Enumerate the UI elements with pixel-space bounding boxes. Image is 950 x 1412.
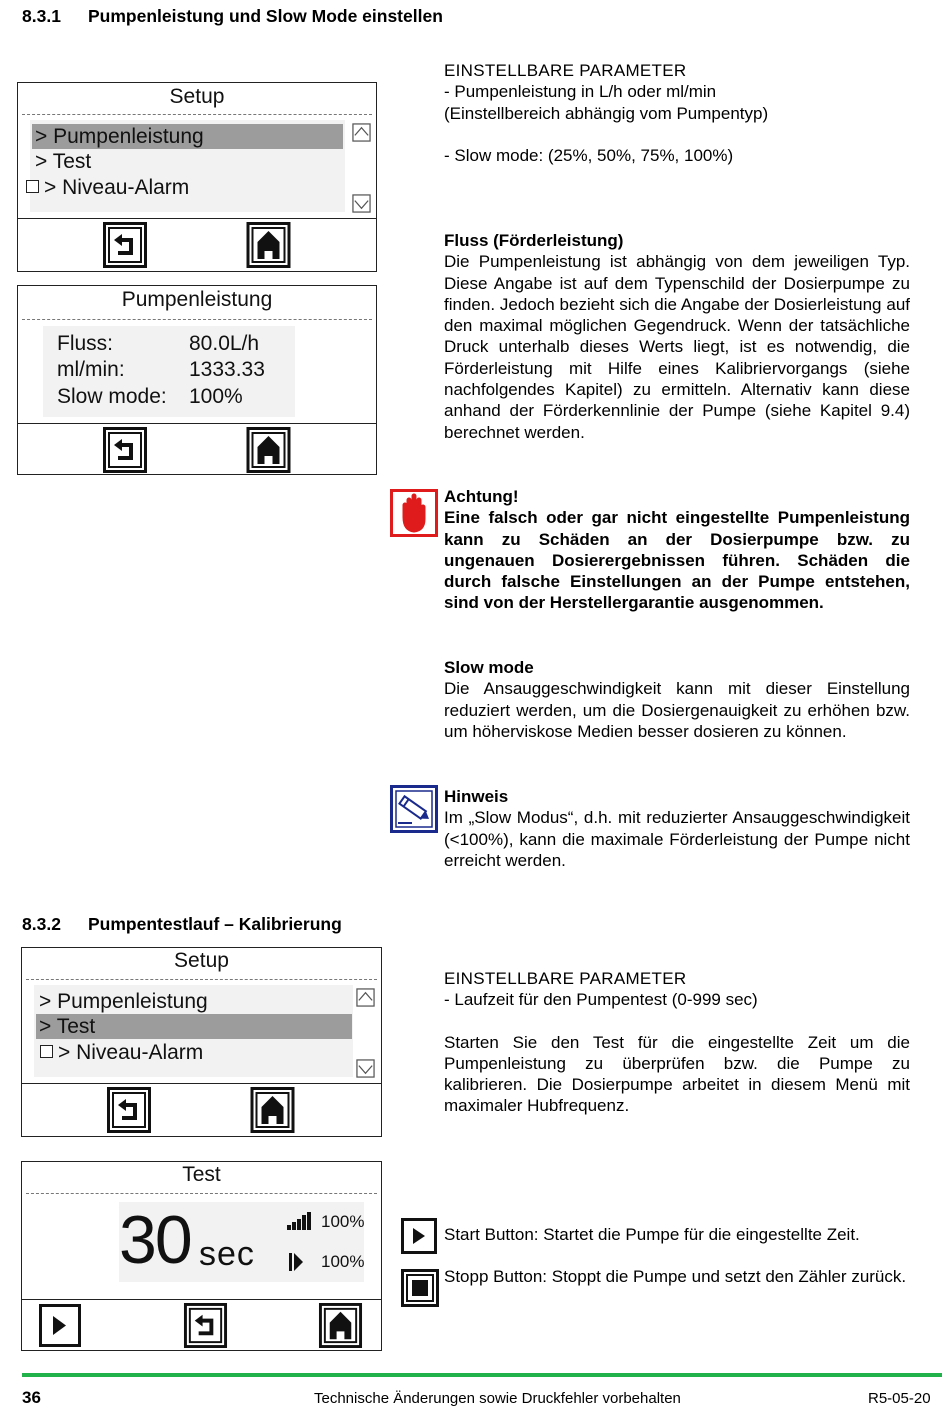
scroll-up-icon[interactable]: [352, 123, 371, 142]
back-icon[interactable]: [103, 427, 147, 473]
parameter-line: (Einstellbereich abhängig vom Pumpentyp): [444, 103, 769, 123]
warning-heading: Achtung!: [444, 487, 519, 506]
parameter-line: - Laufzeit für den Pumpentest (0-999 sec): [444, 990, 758, 1010]
start-button-text: Start Button: Startet die Pumpe für die eingestellte Zeit.: [444, 1225, 860, 1244]
divider: [22, 1299, 381, 1300]
parameter-line: - Pumpenleistung in L/h oder ml/min: [444, 82, 717, 102]
document-code: R5-05-20: [868, 1390, 931, 1407]
divider: [26, 979, 377, 980]
fluss-text: Die Pumpenleistung ist abhängig von dem jeweiligen Typ. Diese Angabe ist auf dem Typenschild der Dosierpumpe zu finden. Jedoch bezieht sich die Angabe der Dosierleistung auf den maximal möglichen Gegendruck. Wenn der tatsächliche Druck unterhalb dieses Werts liegt, ist es notwendig, die Förderleistung mit Hilfe eines Kalibriervorgangs (siehe nachfolgendes Kapitel) zu ermitteln. Alternativ kann diese anhand der Förderkennlinie der Pumpe (siehe Kapitel 9.4) berechnet werden.: [444, 252, 910, 442]
screen-title: Setup: [174, 949, 229, 972]
warning-text: Eine falsch oder gar nicht eingestellte Pumpenleistung kann zu Schäden an der Dosierpumpe bzw. zu ungenauen Dosierergebnissen führen. Schäden die durch falsche Einstellungen an der Pumpe entstehen, sind von der Herstellergarantie ausgenommen.: [444, 508, 910, 613]
home-icon[interactable]: [250, 1087, 295, 1133]
checkbox-icon: [26, 180, 39, 193]
home-icon[interactable]: [318, 1303, 363, 1348]
param-value-slow-mode[interactable]: 100%: [189, 385, 243, 408]
pencil-note-icon: [390, 785, 438, 833]
scroll-up-icon[interactable]: [356, 988, 375, 1007]
timer-value[interactable]: 30: [119, 1202, 191, 1278]
parameters-block: [444, 60, 910, 166]
test-description: Starten Sie den Test für die eingestellte Zeit um die Pumpenleistung zu überprüfen bzw. die Pumpe zu kalibrieren. Die Dosierpumpe arbeitet in diesem Menü mit maximaler Hubfrequenz.: [444, 1032, 910, 1116]
param-label-ml-min: ml/min:: [57, 358, 125, 381]
slow-mode-block: [444, 657, 910, 742]
section-heading-8-3-1: [22, 6, 443, 27]
slow-mode-text: Die Ansauggeschwindigkeit kann mit dieser Einstellung reduziert werden, um die Dosiergenauigkeit zu erhöhen bzw. um höherviskose Medien besser dosieren zu können.: [444, 679, 910, 741]
parameter-panel: [43, 326, 295, 417]
param-value-ml-min[interactable]: 1333.33: [189, 358, 265, 381]
section-number: 8.3.2: [22, 914, 61, 934]
note-block: [444, 786, 910, 871]
setup-screen: [21, 947, 382, 1137]
home-icon[interactable]: [246, 222, 291, 268]
fluss-heading: Fluss (Förderleistung): [444, 231, 624, 250]
back-icon[interactable]: [183, 1303, 228, 1348]
menu-item-pumpenleistung[interactable]: > Pumpenleistung: [32, 124, 343, 149]
param-value-fluss[interactable]: 80.0L/h: [189, 332, 260, 355]
test-screen: [21, 1161, 382, 1351]
divider: [22, 319, 372, 320]
menu-item-test[interactable]: > Test: [35, 150, 92, 173]
footer-rule: [22, 1373, 942, 1377]
param-label-slow-mode: Slow mode:: [57, 385, 167, 408]
fluss-block: [444, 230, 910, 443]
timer-unit: sec: [199, 1235, 255, 1273]
scroll-down-icon[interactable]: [356, 1059, 375, 1078]
stop-icon: [401, 1269, 439, 1307]
note-text: Im „Slow Modus“, d.h. mit reduzierter Ansauggeschwindigkeit (<100%), kann die maximale Förderleistung der Pumpe nicht erreicht werden.: [444, 808, 910, 870]
parameters-heading: EINSTELLBARE PARAMETER: [444, 61, 687, 80]
menu-item-niveau-alarm[interactable]: > Niveau-Alarm: [23, 175, 189, 200]
divider: [18, 423, 376, 424]
menu-list: [34, 985, 353, 1077]
slow-mode-heading: Slow mode: [444, 658, 534, 677]
page-number: 36: [22, 1388, 41, 1407]
screen-title: Test: [182, 1163, 221, 1186]
warning-block: [444, 486, 910, 614]
note-heading: Hinweis: [444, 787, 509, 806]
scroll-down-icon[interactable]: [352, 194, 371, 213]
setup-screen: [17, 82, 377, 272]
menu-item-pumpenleistung[interactable]: > Pumpenleistung: [39, 990, 208, 1013]
param-label-fluss: Fluss:: [57, 332, 114, 355]
parameters-heading: EINSTELLBARE PARAMETER: [444, 969, 687, 988]
pumpenleistung-screen: [17, 285, 377, 475]
menu-list: [30, 120, 345, 212]
divider: [22, 114, 372, 115]
checkbox-icon: [40, 1045, 53, 1058]
play-icon[interactable]: [39, 1304, 81, 1347]
section-number: 8.3.1: [22, 6, 61, 26]
divider: [18, 218, 376, 219]
stop-button-text: Stopp Button: Stoppt die Pumpe und setzt den Zähler zurück.: [444, 1267, 907, 1286]
speed-value: 100%: [321, 1252, 365, 1271]
stop-hand-icon: [390, 489, 438, 537]
section-title: Pumpenleistung und Slow Mode einstellen: [88, 6, 443, 26]
parameter-line: - Slow mode: (25%, 50%, 75%, 100%): [444, 145, 734, 165]
section-title: Pumpentestlauf – Kalibrierung: [88, 914, 342, 934]
stroke-rate-value: 100%: [321, 1212, 365, 1231]
footer-notice: Technische Änderungen sowie Druckfehler vorbehalten: [314, 1390, 681, 1407]
test-display: [119, 1202, 364, 1282]
divider: [26, 1193, 377, 1194]
speed-play-icon: [289, 1253, 303, 1271]
section-heading-8-3-2: [22, 914, 342, 935]
divider: [22, 1083, 381, 1084]
menu-item-test[interactable]: > Test: [36, 1014, 352, 1039]
back-icon[interactable]: [103, 222, 147, 268]
parameters-block: [444, 968, 910, 1117]
play-icon: [401, 1218, 437, 1254]
screen-title: Pumpenleistung: [121, 288, 273, 311]
screen-title: Setup: [169, 85, 225, 108]
signal-bars-icon: [287, 1212, 311, 1230]
home-icon[interactable]: [246, 427, 291, 473]
back-icon[interactable]: [107, 1087, 151, 1133]
menu-item-niveau-alarm[interactable]: > Niveau-Alarm: [37, 1040, 203, 1065]
